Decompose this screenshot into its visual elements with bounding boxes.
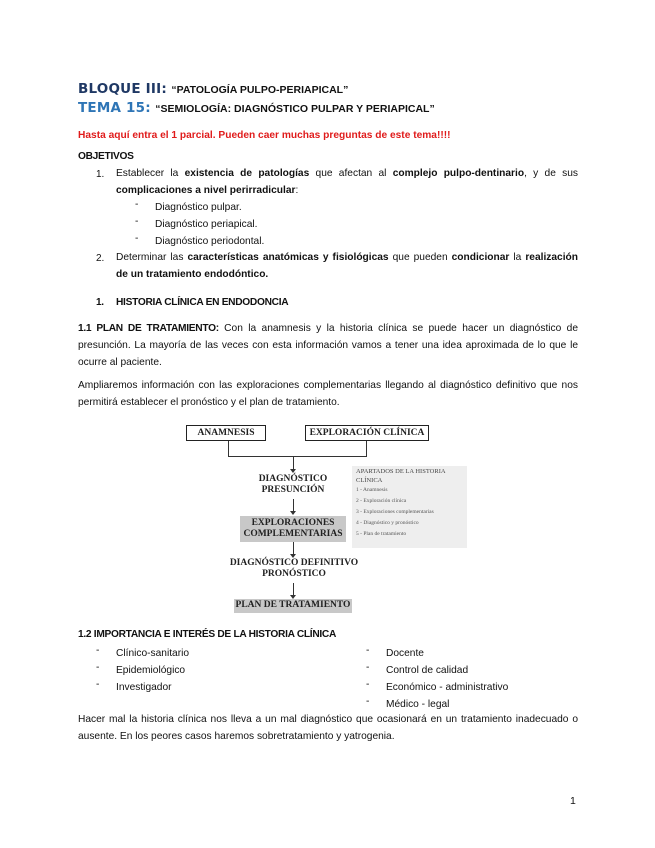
objetivos-heading: OBJETIVOS [78,151,134,162]
connector-line [228,441,229,456]
list-dash: - [366,696,370,707]
side-item: 2 - Exploración clínica [356,498,407,504]
text-run: , y de sus [524,168,578,179]
anamnesis-box: ANAMNESIS [186,425,266,441]
list-dash: - [96,679,100,690]
diagnostico-presuncion-box [248,474,338,498]
subsection-heading: 1.2 IMPORTANCIA E INTERÉS DE LA HISTORIA CLÍNICA [78,629,337,640]
objetivo-number: 1. [96,169,105,180]
box-line: PRONÓSTICO [262,569,326,579]
tema-label: TEMA 15: [78,100,151,116]
list-dash: - [96,645,100,656]
text-run: : [295,185,299,196]
sub-objetivo: Diagnóstico periodontal. [155,236,265,247]
tema-title: “SEMIOLOGÍA: DIAGNÓSTICO PULPAR Y PERIAPICAL” [155,103,435,115]
side-item: 1 - Anamnesis [356,487,388,493]
list-dash: - [96,662,100,673]
bold-run: complicaciones a nivel perirradicular [116,185,296,196]
list-dash: - [366,662,370,673]
tema-header [78,99,435,117]
box-line: COMPLEMENTARIAS [243,529,343,539]
side-title: CLÍNICA [356,477,383,484]
paragraph-text: Con la anamnesis y la historia clínica se puede hacer un diagnóstico de presunción. La mayoría de las veces con esta información vamos a tener una idea aproximada de lo que le ocurre al paciente. [78,323,578,368]
objetivo-number: 2. [96,253,105,264]
subsection-title: 1.1 PLAN DE TRATAMIENTO: [78,323,219,334]
diagnostico-definitivo-box [226,558,362,582]
text-run: que pueden [388,252,452,263]
bold-run: realización de un tratamiento endodóntico. [116,252,579,280]
list-dash: - [366,645,370,656]
section-number: 1. [96,297,104,308]
connector-line [228,456,367,457]
text-run: Establecer la [116,168,185,179]
bold-run: complejo pulpo-dentinario [392,168,525,179]
bloque-label: BLOQUE III: [78,81,167,97]
list-item: Clínico-sanitario [116,648,190,659]
page-number: 1 [570,795,576,807]
side-item: 5 - Plan de tratamiento [356,531,407,537]
bloque-header [78,80,348,98]
box-line: DIAGNÓSTICO DEFINITIVO [229,558,359,568]
text-run: que afectan al [309,168,393,179]
objetivo-1 [116,165,578,199]
exploraciones-complementarias-box [240,516,346,542]
list-dash: - [135,199,139,210]
bold-run: existencia de patologías [184,168,310,179]
plan-tratamiento-box: PLAN DE TRATAMIENTO [234,599,352,613]
list-item: Control de calidad [386,665,469,676]
objetivo-2 [116,249,578,283]
text-run: la [509,252,526,263]
exam-note: Hasta aquí entra el 1 parcial. Pueden caer muchas preguntas de este tema!!!! [78,130,451,141]
side-item: 3 - Exploraciones complementarias [356,509,434,515]
exploracion-clinica-box: EXPLORACIÓN CLÍNICA [305,425,429,441]
list-item: Económico - administrativo [386,682,509,693]
list-dash: - [135,216,139,227]
connector-line [366,441,367,456]
text-run: Determinar las [116,252,188,263]
side-title: APARTADOS DE LA HISTORIA [356,468,446,475]
box-line: DIAGNÓSTICO [258,474,328,484]
arrow-down-icon [290,469,296,473]
list-item: Investigador [116,682,172,693]
plan-tratamiento-paragraph [78,320,578,371]
list-item: Epidemiológico [116,665,186,676]
bold-run: condicionar [451,252,510,263]
side-item: 4 - Diagnóstico y pronóstico [356,520,419,526]
list-item: Médico - legal [386,699,450,710]
list-dash: - [366,679,370,690]
apartados-historia-box [352,466,467,548]
box-line: PRESUNCIÓN [261,485,325,495]
historia-paragraph: Hacer mal la historia clínica nos lleva a un mal diagnóstico que ocasionará en un tratamiento inadecuado o ausente. En los peores casos haremos sobretratamiento y yatrogenia. [78,714,578,742]
sub-objetivo: Diagnóstico periapical. [155,219,258,230]
list-item: Docente [386,648,424,659]
arrow-down-icon [290,511,296,515]
bold-run: características anatómicas y fisiológicas [187,252,389,263]
list-dash: - [135,233,139,244]
sub-objetivo: Diagnóstico pulpar. [155,202,242,213]
section-heading: HISTORIA CLÍNICA EN ENDODONCIA [116,297,289,308]
box-line: EXPLORACIONES [251,518,335,528]
bloque-title: “PATOLOGÍA PULPO-PERIAPICAL” [171,84,349,96]
ampliaremos-paragraph: Ampliaremos información con las exploraciones complementarias llegando al diagnóstico definitivo que nos permitirá establecer el pronóstico y el plan de tratamiento. [78,380,578,408]
